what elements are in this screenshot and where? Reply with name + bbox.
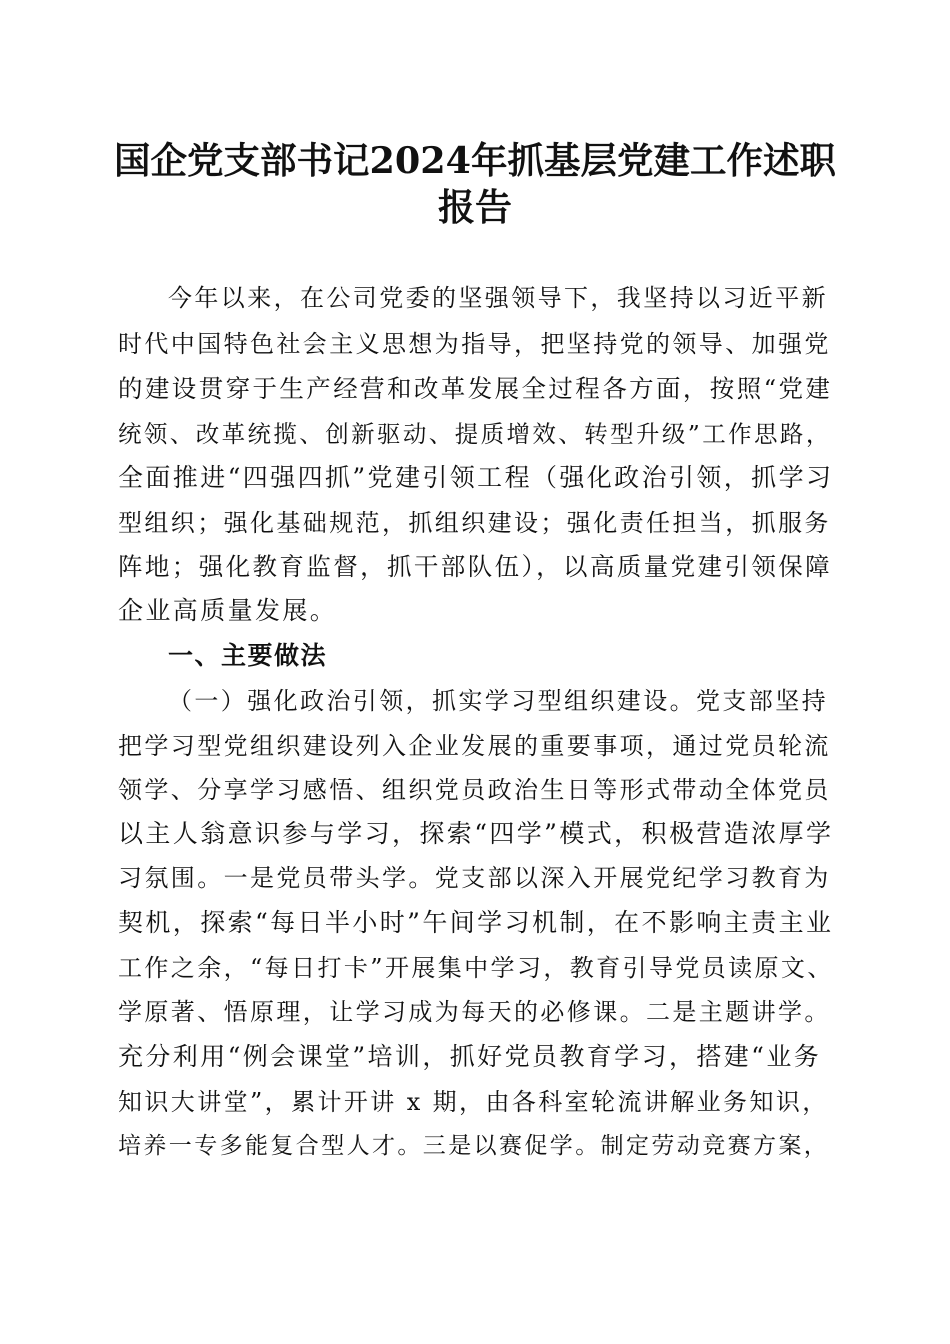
document-title-line-1: 国企党支部书记2024年抓基层党建工作述职 (113, 139, 837, 182)
section-paragraph-line: 领学、分享学习感悟、组织党员政治生日等形式带动全体党员 (118, 776, 831, 804)
section-paragraph-line: 习氛围。一是党员带头学。党支部以深入开展党纪学习教育为 (118, 864, 831, 892)
intro-paragraph-line: 全面推进“四强四抓”党建引领工程（强化政治引领，抓学习 (118, 463, 834, 492)
intro-paragraph-line: 统领、改革统揽、创新驱动、提质增效、转型升级”工作思路， (118, 420, 832, 448)
section-paragraph-line: 工作之余，“每日打卡”开展集中学习，教育引导党员读原文、 (118, 954, 834, 982)
intro-paragraph-line: 的建设贯穿于生产经营和改革发展全过程各方面，按照“党建 (118, 374, 833, 403)
section-paragraph-line: 知识大讲堂”，累计开讲 x 期，由各科室轮流讲解业务知识， (118, 1088, 829, 1116)
section-paragraph-line: （一）强化政治引领，抓实学习型组织建设。党支部坚持 (168, 687, 828, 715)
section-paragraph-line: 培养一专多能复合型人才。三是以赛促学。制定劳动竞赛方案， (118, 1133, 830, 1159)
section-paragraph-line: 充分利用“例会课堂”培训，抓好党员教育学习，搭建“业务 (118, 1042, 822, 1071)
intro-paragraph-line: 阵地；强化教育监督，抓干部队伍），以高质量党建引领保障 (118, 552, 833, 581)
section-heading: 一、主要做法 (168, 641, 328, 670)
section-paragraph-line: 以主人翁意识参与学习，探索“四学”模式，积极营造浓厚学 (118, 819, 834, 848)
section-paragraph-line: 契机，探索“每日半小时”午间学习机制，在不影响主责主业 (118, 908, 834, 937)
intro-paragraph-line: 时代中国特色社会主义思想为指导，把坚持党的领导、加强党 (118, 330, 831, 358)
document-title-line-2: 报告 (438, 185, 512, 229)
section-paragraph-line: 把学习型党组织建设列入企业发展的重要事项，通过党员轮流 (118, 732, 831, 760)
section-paragraph-line: 学原著、悟原理，让学习成为每天的必修课。二是主题讲学。 (118, 998, 831, 1026)
intro-paragraph-line: 今年以来，在公司党委的坚强领导下，我坚持以习近平新 (168, 284, 828, 312)
intro-paragraph-line: 型组织；强化基础规范，抓组织建设；强化责任担当，抓服务 (118, 509, 831, 537)
intro-paragraph-line: 企业高质量发展。 (118, 596, 338, 625)
